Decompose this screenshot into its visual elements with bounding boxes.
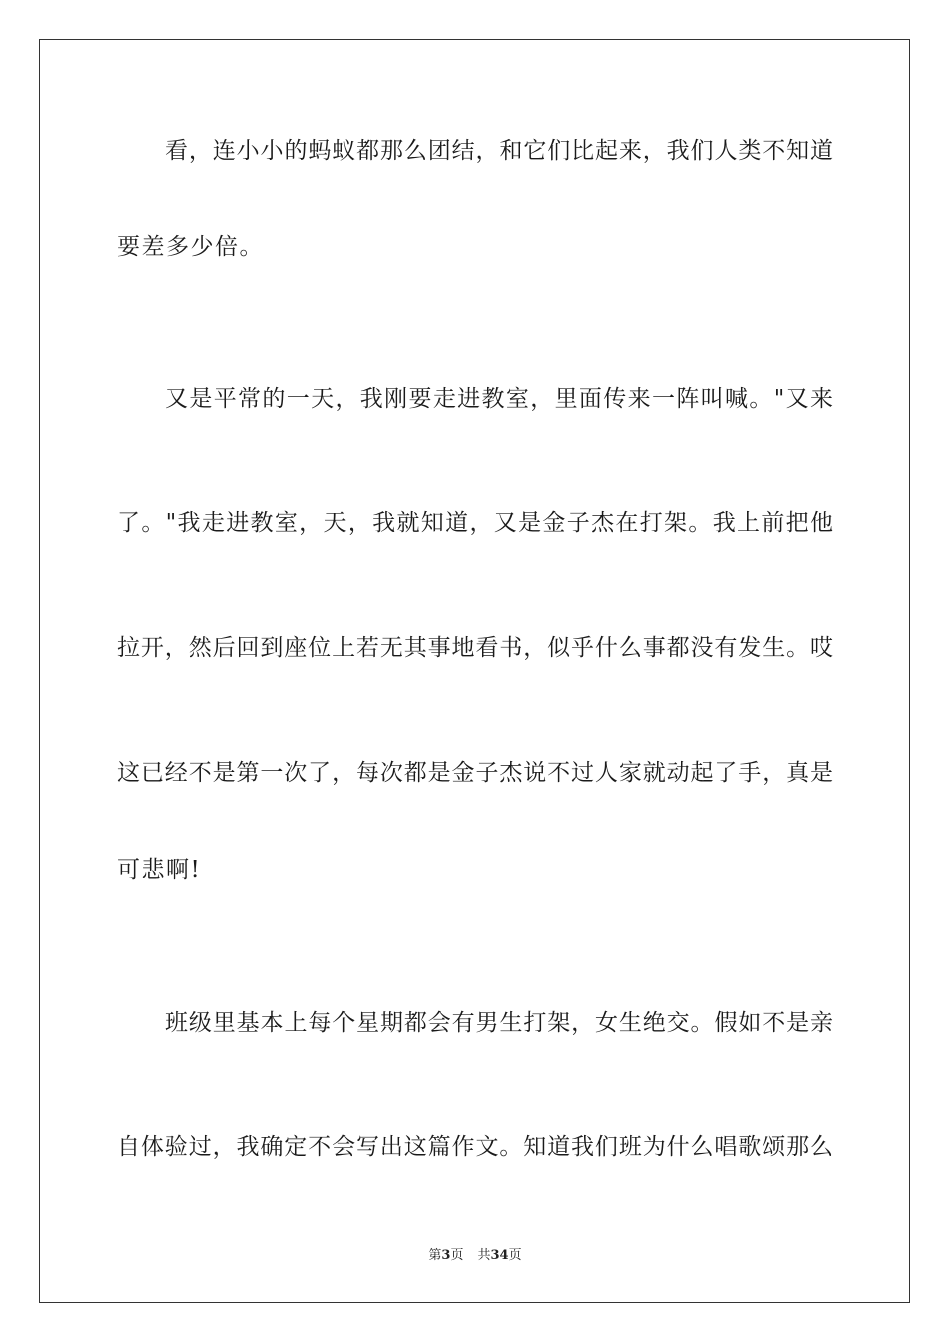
text-line: 了。"我走进教室，天，我就知道，又是金子杰在打架。我上前把他 [117,510,833,536]
page-prefix: 第 [428,1248,442,1263]
text-line: 班级里基本上每个星期都会有男生打架，女生绝交。假如不是亲 [165,1010,833,1036]
text-line: 可悲啊! [117,857,202,883]
page-suffix: 页 [450,1248,464,1263]
page-number: 3 [441,1248,451,1263]
text-line: 这已经不是第一次了，每次都是金子杰说不过人家就动起了手，真是 [117,760,833,786]
text-line: 拉开，然后回到座位上若无其事地看书，似乎什么事都没有发生。哎 [117,635,833,661]
total-pages: 34 [490,1248,509,1263]
text-line: 又是平常的一天，我刚要走进教室，里面传来一阵叫喊。"又来 [165,386,833,412]
page-footer [0,1247,950,1265]
page-border [39,39,910,1303]
total-suffix: 页 [508,1248,522,1263]
text-line: 看，连小小的蚂蚁都那么团结，和它们比起来，我们人类不知道 [165,138,833,164]
total-prefix: 共 [477,1248,491,1263]
text-line: 要差多少倍。 [117,234,264,260]
text-line: 自体验过，我确定不会写出这篇作文。知道我们班为什么唱歌颂那么 [117,1134,833,1160]
